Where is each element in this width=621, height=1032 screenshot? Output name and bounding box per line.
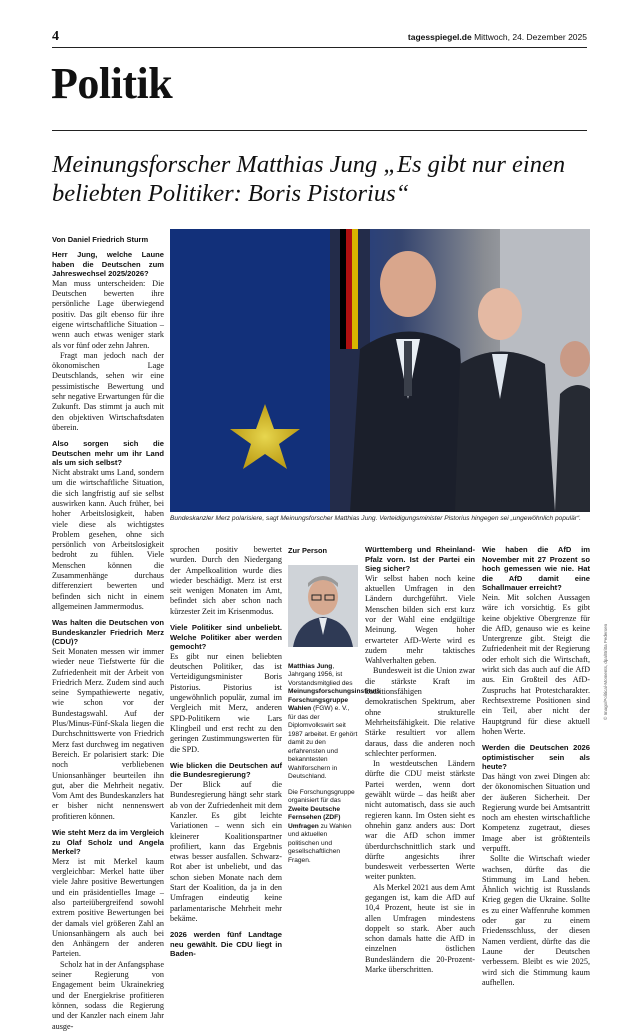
answer-paragraph: Nein. Mit solchen Aussagen wäre ich vorsichtig. Es gibt keine objektive Obergrenze für die AfD, genauso wie es keine Untergrenze gibt. Steigt die Zufriedenheit mit der Regierung oder erholt sich die Wirtschaft, wirkt sich das auch auf die AfD aus. Ein Großteil des AfD-Zuspruchs hat Protestcharakter. Rechtsextreme Positionen sind ein Teil, aber nicht der Hauptgrund für diese aktuell hohen Werte. xyxy=(482,592,590,736)
answer-paragraph: Wir selbst haben noch keine aktuellen Umfragen in den Ländern durchgeführt. Viele Menschen bilden sich erst kurz vor der Wahl eine endgültige Meinung. Wegen hoher erwarteter AfD-Werte wird es zudem mehr taktisches Wahlverhalten geben. xyxy=(365,573,475,666)
section-rule xyxy=(52,130,587,131)
question: 2026 werden fünf Landtage neu gewählt. Die CDU liegt in Baden- xyxy=(170,930,282,959)
person-box xyxy=(288,546,381,872)
zdf-name: Zweite Deutsche Fernsehen (ZDF) Umfragen xyxy=(288,805,341,830)
photo-illustration xyxy=(170,229,590,512)
person-bio-text-3a: Die Forschungsgruppe organisiert für das xyxy=(288,788,355,805)
person-bio-text-3b: zu Wahlen und aktuellen politischen und gesellschaftlichen Fragen. xyxy=(288,822,352,864)
person-name: Matthias Jung xyxy=(288,662,333,670)
answer-paragraph: Es gibt nur einen beliebten deutschen Politiker, das ist Verteidigungsminister Boris Pistorius. Pistorius ist ungewöhnlich populär, zumal im Vergleich mit Merz, anderen SPD-Politikern wie Lars Klingbeil und erst recht zu den geringen Zustimmungswerten für die SPD. xyxy=(170,651,282,754)
article-column-1 xyxy=(52,250,164,1032)
question: Wie steht Merz da im Vergleich zu Olaf Scholz und Angela Merkel? xyxy=(52,828,164,857)
question: Viele Politiker sind unbeliebt. Welche Politiker aber werden gemocht? xyxy=(170,623,282,652)
question: Wie haben die AfD im November mit 27 Prozent so hoch gemessen wie nie. Hat die AfD damit eine Schallmauer erreicht? xyxy=(482,545,590,593)
answer-paragraph: Fragt man jedoch nach der ökonomischen Lage Deutschlands, sehen wir eine pessimistische Bewertung und sehr negative Erwartungen für die Zukunft. Das stimmt ja auch mit den objektiven Wirtschaftsdaten überein. xyxy=(52,350,164,432)
article-headline: Meinungsforscher Matthias Jung „Es gibt nur einen beliebten Politiker: Boris Pistorius“ xyxy=(52,151,566,208)
question: Was halten die Deutschen von Bundeskanzler Friedrich Merz (CDU)? xyxy=(52,618,164,647)
answer-paragraph: sprochen positiv bewertet wurden. Durch den Niedergang der Ampelkoalition wurde dies wieder beschädigt. Merz ist erst seit wenigen Monaten im Amt, befindet sich aber schon nach kürzester Zeit im Krisenmodus. xyxy=(170,545,282,616)
answer-paragraph: Seit Monaten messen wir immer wieder neue Tiefstwerte für die Zufriedenheit mit der Arbeit von Friedrich Merz. Zudem sind auch seine Sympathiewerte negativ, wie schon vor der Bundestagswahl. Auf der Plus/Minus-Fünf-Skala liegen die Durchschnittswerte von Friedrich Merz fast durchweg im negativen Bereich. Er polarisiert stark: Die noch verbliebenen Unionsanhänger beurteilen ihn gut, aber die Mehrheit negativ. Vom Amt des Bundeskanzlers hat er bisher nicht nennenswert profitieren können. xyxy=(52,646,164,821)
question: Württemberg und Rheinland-Pfalz vorn. Ist der Partei ein Sieg sicher? xyxy=(365,545,475,574)
masthead xyxy=(408,32,587,42)
person-bio-zdf xyxy=(288,789,358,866)
article-column-2 xyxy=(170,545,282,959)
person-bio-text-2: (FGW) e. V., für das der Diplomvolkswirt seit 1987 arbeitet. Er gehört damit zu den erfahrensten und bekanntesten Wahlforschern in Deutschland. xyxy=(288,705,358,781)
answer-paragraph: Sollte die Wirtschaft wieder wachsen, dürfte das die Stimmung im Land heben. Ähnlich wichtig ist Russlands Krieg gegen die Ukraine. Sollte es zu einer Waffenruhe kommen oder gar zu einem Friedensschluss, der diesen Namen verdient, dürfte das die Laune der Deutschen verbessern. Bleibt es wie 2025, wird sich die Stimmung kaum aufhellen. xyxy=(482,854,590,987)
article-column-4 xyxy=(365,545,475,975)
person-box-heading: Zur Person xyxy=(288,546,328,555)
question: Wie blicken die Deutschen auf die Bundesregierung? xyxy=(170,760,282,780)
page-number: 4 xyxy=(52,29,59,44)
person-institute: Meinungsforschungsinstituts Forschungsgruppe Wahlen xyxy=(288,688,381,713)
top-rule xyxy=(52,47,587,48)
answer-paragraph: Der Blick auf die Bundesregierung hängt sehr stark ab von der Zufriedenheit mit dem Kanzler. Es gibt leichte Variationen – wenn sich ein kleinerer Koalitionspartner profiliert, kann das Ergebnis etwas besser ausfallen. Schwarz-Rot aber ist unbeliebt, und das schon sieben Monate nach dem Start der Koalition, da ja in den Umfragen eindeutig keine parlamentarische Mehrheit mehr bekäme. xyxy=(170,780,282,923)
answer-paragraph: Das hängt von zwei Dingen ab: der ökonomischen Situation und der äußeren Sicherheit. Der Regierung wurde bei Amtsantritt noch am ehesten wirtschaftliche Kompetenz zugetraut, dieses Image aber ist größtenteils verpufft. xyxy=(482,771,590,853)
byline: Von Daniel Friedrich Sturm xyxy=(52,235,149,244)
masthead-date: Mittwoch, 24. Dezember 2025 xyxy=(474,32,587,42)
person-bio xyxy=(288,662,381,782)
photo-caption: Bundeskanzler Merz polarisiere, sagt Meinungsforscher Matthias Jung. Verteidigungsminister Pistorius hingegen sei „ungewöhnlich populär“. xyxy=(170,515,581,522)
answer-paragraph: Scholz hat in der Anfangsphase seiner Regierung von Engagement beim Ukrainekrieg und der Energiekrise profitieren können, sodass die Regierung und der Kanzler nach einem Jahr ausge- xyxy=(52,959,164,1031)
question: Herr Jung, welche Laune haben die Deutschen zum Jahreswechsel 2025/2026? xyxy=(52,250,164,279)
answer-paragraph: Merz ist mit Merkel kaum vergleichbar: Merkel hatte über viele Jahre positive Bewertungen und ein präsidentielles Image – also parteiübergreifend sowohl extrem positive Bewertungen bei der damals viel größeren Zahl an Unionsanhängern als auch bei den Anhängern der anderen Parteien. xyxy=(52,856,164,959)
portrait-photo xyxy=(288,565,358,647)
answer-paragraph: In westdeutschen Ländern dürfte die CDU meist stärkste Partei werden, wenn dort gewählt würde – das heißt aber nicht automatisch, dass sie auch regieren kann. Im Osten sieht es ohnehin ganz anders aus: Dort war die AfD schon immer überdurchschnittlich stark und dürfte angesichts ihrer bundesweit verbesserten Werte weiter punkten. xyxy=(365,759,475,882)
question: Werden die Deutschen 2026 optimistischer sein als heute? xyxy=(482,743,590,772)
masthead-brand[interactable]: tagesspiegel.de xyxy=(407,32,472,42)
photo-credit: © Imago/Political-Moments, dpa/Britta Pedersen xyxy=(603,623,608,720)
answer-paragraph: Als Merkel 2021 aus dem Amt gegangen ist, kam die AfD auf 10,4 Prozent, heute ist sie in allen Umfragen mindestens doppelt so stark. Aber auch schon damals hatte die AfD in einzelnen östlichen Bundesländern die 20-Prozent-Marke überschritten. xyxy=(365,882,475,975)
answer-paragraph: Bundesweit ist die Union zwar die stärkste Kraft im koalitionsfähigen demokratischen Spektrum, aber ohne strukturelle Mehrheitsfähigkeit. Die relative Stärke resultiert vor allem daraus, dass die anderen noch schlechter performen. xyxy=(365,666,475,758)
answer-paragraph: Nicht abstrakt ums Land, sondern um die wirtschaftliche Situation, die sich langfristig auf sie selbst auswirken kann. Auch früher, bei hoher Arbeitslosigkeit, haben viele diese als wichtigstes Problem gesehen, ohne sich persönlich von Arbeitslosigkeit bedroht zu fühlen. Viele Menschen können die Zusammenhänge durchaus differenziert bewerten und befinden sich nicht in einem allgemeinen Jammermodus. xyxy=(52,468,164,611)
article-column-5 xyxy=(482,545,590,988)
section-title: Politik xyxy=(51,59,173,108)
article-photo xyxy=(170,229,590,512)
answer-paragraph: Man muss unterscheiden: Die Deutschen bewerten ihre persönliche Lage überwiegend positiv. Das gilt ebenso für ihre eigene wirtschaftliche Situation – wenn auch etwas weniger stark als vor fünf oder zehn Jahren. xyxy=(52,278,164,350)
question: Also sorgen sich die Deutschen mehr um ihr Land als um sich selbst? xyxy=(52,439,164,468)
person-bio-text: , Jahrgang 1956, ist Vorstandsmitglied des xyxy=(288,662,353,687)
